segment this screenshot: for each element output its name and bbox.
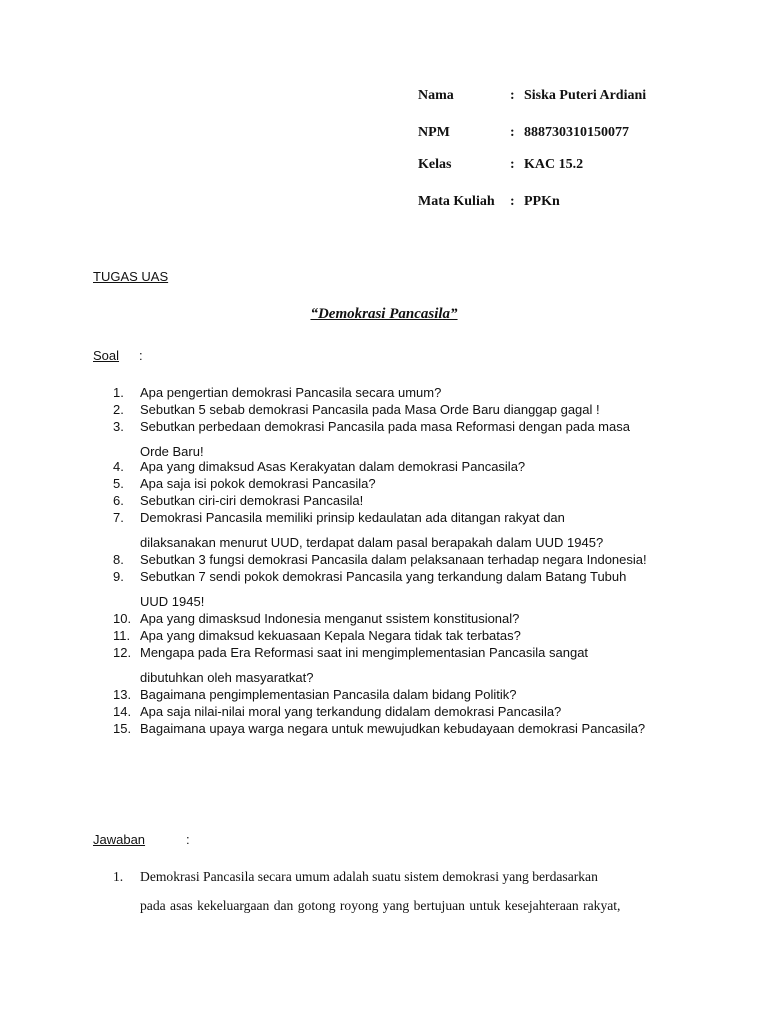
info-colon: :	[510, 157, 515, 172]
assignment-label: TUGAS UAS	[93, 269, 169, 284]
info-colon: :	[510, 88, 515, 103]
question-text: Mengapa pada Era Reformasi saat ini mengimplementasian Pancasila sangat	[140, 645, 589, 660]
info-label: Mata Kuliah	[418, 194, 495, 209]
question-continuation: Orde Baru!	[140, 444, 204, 459]
info-value-kelas: KAC 15.2	[524, 157, 584, 172]
list-item	[113, 645, 733, 660]
info-label: Kelas	[418, 157, 452, 172]
info-label: NPM	[418, 125, 450, 140]
info-row-kelas	[418, 157, 583, 173]
question-number: 11.	[113, 628, 131, 643]
question-text: Sebutkan 7 sendi pokok demokrasi Pancasila yang terkandung dalam Batang Tubuh	[140, 569, 627, 584]
question-text: Apa saja nilai-nilai moral yang terkandung didalam demokrasi Pancasila?	[140, 704, 562, 719]
question-number: 6.	[113, 493, 124, 508]
question-text: Apa yang dimaksud kekuasaan Kepala Negara tidak tak terbatas?	[140, 628, 521, 643]
list-item	[113, 476, 733, 491]
info-label: Nama	[418, 88, 454, 103]
info-colon: :	[510, 125, 515, 140]
list-item	[113, 552, 733, 567]
question-text: Sebutkan ciri-ciri demokrasi Pancasila!	[140, 493, 364, 508]
question-number: 14.	[113, 704, 132, 719]
question-text: Apa saja isi pokok demokrasi Pancasila?	[140, 476, 376, 491]
list-item	[113, 687, 733, 702]
list-item	[113, 459, 733, 474]
question-text: Apa pengertian demokrasi Pancasila secara umum?	[140, 385, 442, 400]
list-item	[113, 419, 733, 434]
answer-number: 1.	[113, 869, 124, 884]
info-row-mata-kuliah	[418, 194, 560, 210]
question-text: Bagaimana pengimplementasian Pancasila dalam bidang Politik?	[140, 687, 517, 702]
info-value-nama: Siska Puteri Ardiani	[524, 88, 647, 103]
question-number: 8.	[113, 552, 124, 567]
question-number: 3.	[113, 419, 124, 434]
question-text: Sebutkan 5 sebab demokrasi Pancasila pada Masa Orde Baru dianggap gagal !	[140, 402, 600, 417]
answer-text: Demokrasi Pancasila secara umum adalah suatu sistem demokrasi yang berdasarkan	[140, 869, 598, 884]
list-item	[113, 510, 733, 525]
list-item	[113, 628, 733, 643]
list-item	[113, 869, 598, 885]
list-item	[113, 493, 733, 508]
list-item	[113, 402, 733, 417]
question-number: 1.	[113, 385, 124, 400]
jawaban-colon: :	[186, 832, 190, 847]
question-number: 2.	[113, 402, 124, 417]
question-number: 4.	[113, 459, 124, 474]
question-number: 13.	[113, 687, 132, 702]
list-item	[113, 569, 733, 584]
soal-colon: :	[139, 348, 143, 363]
question-number: 10.	[113, 611, 132, 626]
soal-label: Soal	[93, 348, 120, 363]
question-text: Apa yang dimasksud Indonesia menganut ssistem konstitusional?	[140, 611, 520, 626]
document-title: “Demokrasi Pancasila”	[310, 306, 458, 322]
question-number: 5.	[113, 476, 124, 491]
question-number: 7.	[113, 510, 124, 525]
answer-continuation: pada asas kekeluargaan dan gotong royong yang bertujuan untuk kesejahteraan rakyat,	[140, 898, 621, 913]
info-colon: :	[510, 194, 515, 209]
info-value-mata-kuliah: PPKn	[524, 194, 560, 209]
question-number: 9.	[113, 569, 124, 584]
list-item	[113, 721, 733, 736]
question-number: 15.	[113, 721, 132, 736]
jawaban-label: Jawaban	[93, 832, 146, 847]
question-number: 12.	[113, 645, 132, 660]
question-text: Sebutkan perbedaan demokrasi Pancasila pada masa Reformasi dengan pada masa	[140, 419, 630, 434]
info-row-npm	[418, 125, 629, 141]
question-continuation: UUD 1945!	[140, 594, 205, 609]
list-item	[113, 704, 733, 719]
question-text: Demokrasi Pancasila memiliki prinsip kedaulatan ada ditangan rakyat dan	[140, 510, 565, 525]
list-item	[113, 611, 733, 626]
question-continuation: dibutuhkan oleh masyaratkat?	[140, 670, 314, 685]
info-value-npm: 888730310150077	[524, 125, 629, 140]
question-continuation: dilaksanakan menurut UUD, terdapat dalam pasal berapakah dalam UUD 1945?	[140, 535, 604, 550]
list-item	[113, 385, 733, 400]
info-row-nama	[418, 88, 646, 104]
question-text: Sebutkan 3 fungsi demokrasi Pancasila dalam pelaksanaan terhadap negara Indonesia!	[140, 552, 647, 567]
question-text: Apa yang dimaksud Asas Kerakyatan dalam demokrasi Pancasila?	[140, 459, 526, 474]
question-text: Bagaimana upaya warga negara untuk mewujudkan kebudayaan demokrasi Pancasila?	[140, 721, 646, 736]
